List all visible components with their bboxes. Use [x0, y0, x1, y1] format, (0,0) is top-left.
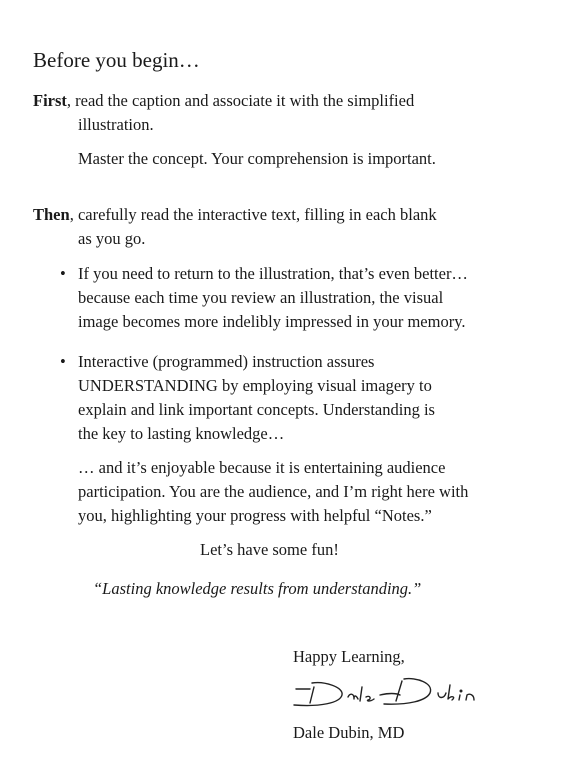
- signed-name: Dale Dubin, MD: [293, 723, 405, 742]
- then-line-2: as you go.: [78, 229, 146, 248]
- bullet-line: image becomes more indelibly impressed in your memory.: [78, 312, 466, 331]
- then-instruction: [33, 203, 437, 251]
- enjoyable-paragraph: [78, 456, 468, 528]
- first-line-1: , read the caption and associate it with the simplified: [66, 91, 415, 110]
- bullet-icon: •: [60, 264, 66, 283]
- fun-line: Let’s have some fun!: [200, 540, 339, 559]
- master-concept-text: Master the concept. Your comprehension is important.: [78, 149, 436, 168]
- first-instruction: [33, 89, 414, 137]
- first-lead: First: [33, 91, 67, 110]
- bullet-icon: •: [60, 352, 66, 371]
- bullet-item-review: [60, 262, 468, 334]
- first-line-2: illustration.: [78, 115, 154, 134]
- closing-salutation: Happy Learning,: [293, 647, 405, 666]
- bullet-line: If you need to return to the illustration, that’s even better…: [78, 264, 468, 283]
- bullet-line: UNDERSTANDING by employing visual imagery to: [78, 376, 432, 395]
- bullet-line: Interactive (programmed) instruction assures: [78, 352, 375, 371]
- bullet-item-interactive: [60, 350, 435, 446]
- page-title: Before you begin…: [33, 48, 200, 72]
- then-line-1: , carefully read the interactive text, filling in each blank: [69, 205, 437, 224]
- then-lead: Then: [33, 205, 70, 224]
- paragraph-line: … and it’s enjoyable because it is entertaining audience: [78, 458, 446, 477]
- signature-icon: [284, 673, 504, 717]
- paragraph-line: you, highlighting your progress with helpful “Notes.”: [78, 506, 432, 525]
- bullet-line: the key to lasting knowledge…: [78, 424, 285, 443]
- bullet-line: explain and link important concepts. Understanding is: [78, 400, 435, 419]
- bullet-line: because each time you review an illustration, the visual: [78, 288, 444, 307]
- motto-quote: “Lasting knowledge results from understanding.”: [93, 579, 422, 598]
- paragraph-line: participation. You are the audience, and I’m right here with: [78, 482, 469, 501]
